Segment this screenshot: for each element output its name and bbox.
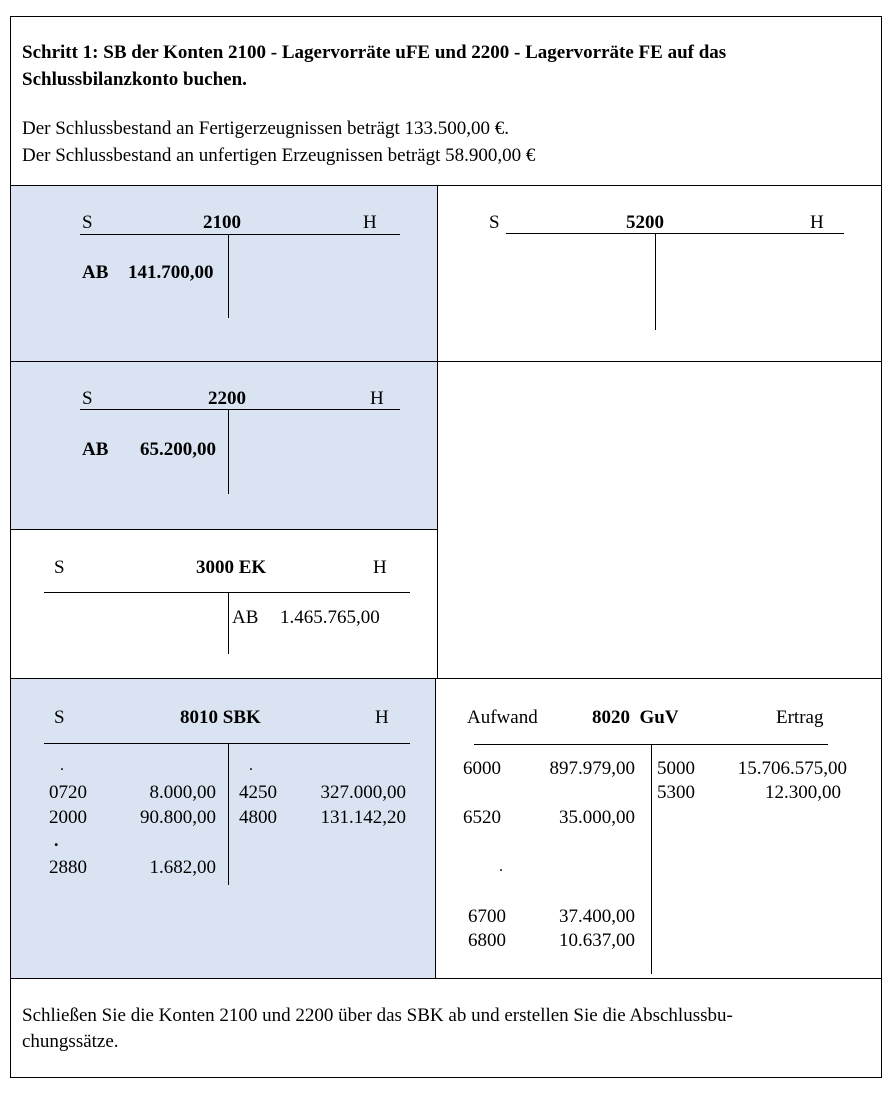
grid-line bbox=[437, 185, 438, 679]
account-number: 8020 GuV bbox=[592, 707, 679, 728]
entry-account: 6700 bbox=[468, 906, 506, 927]
ertrag-label: Ertrag bbox=[776, 707, 824, 728]
info-line1: Der Schlussbestand an Fertigerzeugnissen beträgt 133.500,00 €. bbox=[22, 118, 510, 139]
entry-account: 4800 bbox=[239, 807, 277, 828]
account-number: 5200 bbox=[626, 212, 664, 233]
t-account-center-line bbox=[228, 234, 229, 318]
soll-label: S bbox=[489, 212, 500, 233]
dot-mark: . bbox=[499, 858, 503, 875]
dot-mark: . bbox=[249, 757, 253, 774]
soll-label: S bbox=[54, 557, 65, 578]
task-title-line1: Schritt 1: SB der Konten 2100 - Lagervorräte uFE und 2200 - Lagervorräte FE auf das bbox=[22, 42, 727, 63]
entry-value: 897.979,00 bbox=[549, 758, 635, 779]
t-account-top-line bbox=[80, 234, 400, 235]
t-account-center-line bbox=[651, 744, 652, 974]
ab-label: AB bbox=[82, 439, 109, 460]
t-account-center-line bbox=[228, 743, 229, 885]
entry-account: 5000 bbox=[657, 758, 695, 779]
entry-value: 37.400,00 bbox=[559, 906, 635, 927]
dot-mark: . bbox=[54, 830, 59, 850]
entry-account: 2880 bbox=[49, 857, 87, 878]
haben-label: H bbox=[375, 707, 389, 728]
account-number: 2100 bbox=[203, 212, 241, 233]
ab-value: 141.700,00 bbox=[128, 262, 214, 283]
entry-value: 8.000,00 bbox=[149, 782, 216, 803]
entry-account: 2000 bbox=[49, 807, 87, 828]
entry-value: 35.000,00 bbox=[559, 807, 635, 828]
t-account-center-line bbox=[228, 409, 229, 494]
t-account-center-line bbox=[228, 592, 229, 654]
entry-value: 1.682,00 bbox=[149, 857, 216, 878]
grid-line bbox=[10, 361, 882, 362]
info-line2: Der Schlussbestand an unfertigen Erzeugnissen beträgt 58.900,00 € bbox=[22, 145, 536, 166]
ab-label: AB bbox=[82, 262, 109, 283]
entry-account: 5300 bbox=[657, 782, 695, 803]
t-account-top-line bbox=[44, 592, 410, 593]
grid-line bbox=[10, 978, 882, 979]
entry-account: 6000 bbox=[463, 758, 501, 779]
entry-value: 10.637,00 bbox=[559, 930, 635, 951]
entry-value: 131.142,20 bbox=[320, 807, 406, 828]
entry-value: 12.300,00 bbox=[765, 782, 841, 803]
grid-line bbox=[10, 185, 882, 186]
dot-mark: . bbox=[60, 757, 64, 774]
haben-label: H bbox=[810, 212, 824, 233]
entry-account: 0720 bbox=[49, 782, 87, 803]
soll-label: S bbox=[54, 707, 65, 728]
grid-line bbox=[435, 678, 436, 979]
haben-label: H bbox=[373, 557, 387, 578]
entry-account: 6800 bbox=[468, 930, 506, 951]
aufwand-label: Aufwand bbox=[467, 707, 538, 728]
soll-label: S bbox=[82, 212, 93, 233]
soll-label: S bbox=[82, 388, 93, 409]
ab-value: 1.465.765,00 bbox=[280, 607, 380, 628]
instruction-line2: chungssätze. bbox=[22, 1031, 119, 1052]
ab-label: AB bbox=[232, 607, 259, 628]
account-number: 2200 bbox=[208, 388, 246, 409]
t-account-top-line bbox=[80, 409, 400, 410]
t-account-center-line bbox=[655, 233, 656, 330]
haben-label: H bbox=[370, 388, 384, 409]
entry-account: 4250 bbox=[239, 782, 277, 803]
entry-account: 6520 bbox=[463, 807, 501, 828]
t-account-top-line bbox=[44, 743, 410, 744]
ab-value: 65.200,00 bbox=[140, 439, 216, 460]
haben-label: H bbox=[363, 212, 377, 233]
grid-line bbox=[10, 678, 882, 679]
entry-value: 15.706.575,00 bbox=[737, 758, 847, 779]
entry-value: 90.800,00 bbox=[140, 807, 216, 828]
task-title-line2: Schlussbilanzkonto buchen. bbox=[22, 69, 247, 90]
t-account-top-line bbox=[506, 233, 844, 234]
grid-line bbox=[10, 529, 438, 530]
account-number: 3000 EK bbox=[196, 557, 267, 578]
account-number: 8010 SBK bbox=[180, 707, 261, 728]
entry-value: 327.000,00 bbox=[320, 782, 406, 803]
instruction-line1: Schließen Sie die Konten 2100 und 2200 über das SBK ab und erstellen Sie die Abschlussbu- bbox=[22, 1005, 733, 1026]
